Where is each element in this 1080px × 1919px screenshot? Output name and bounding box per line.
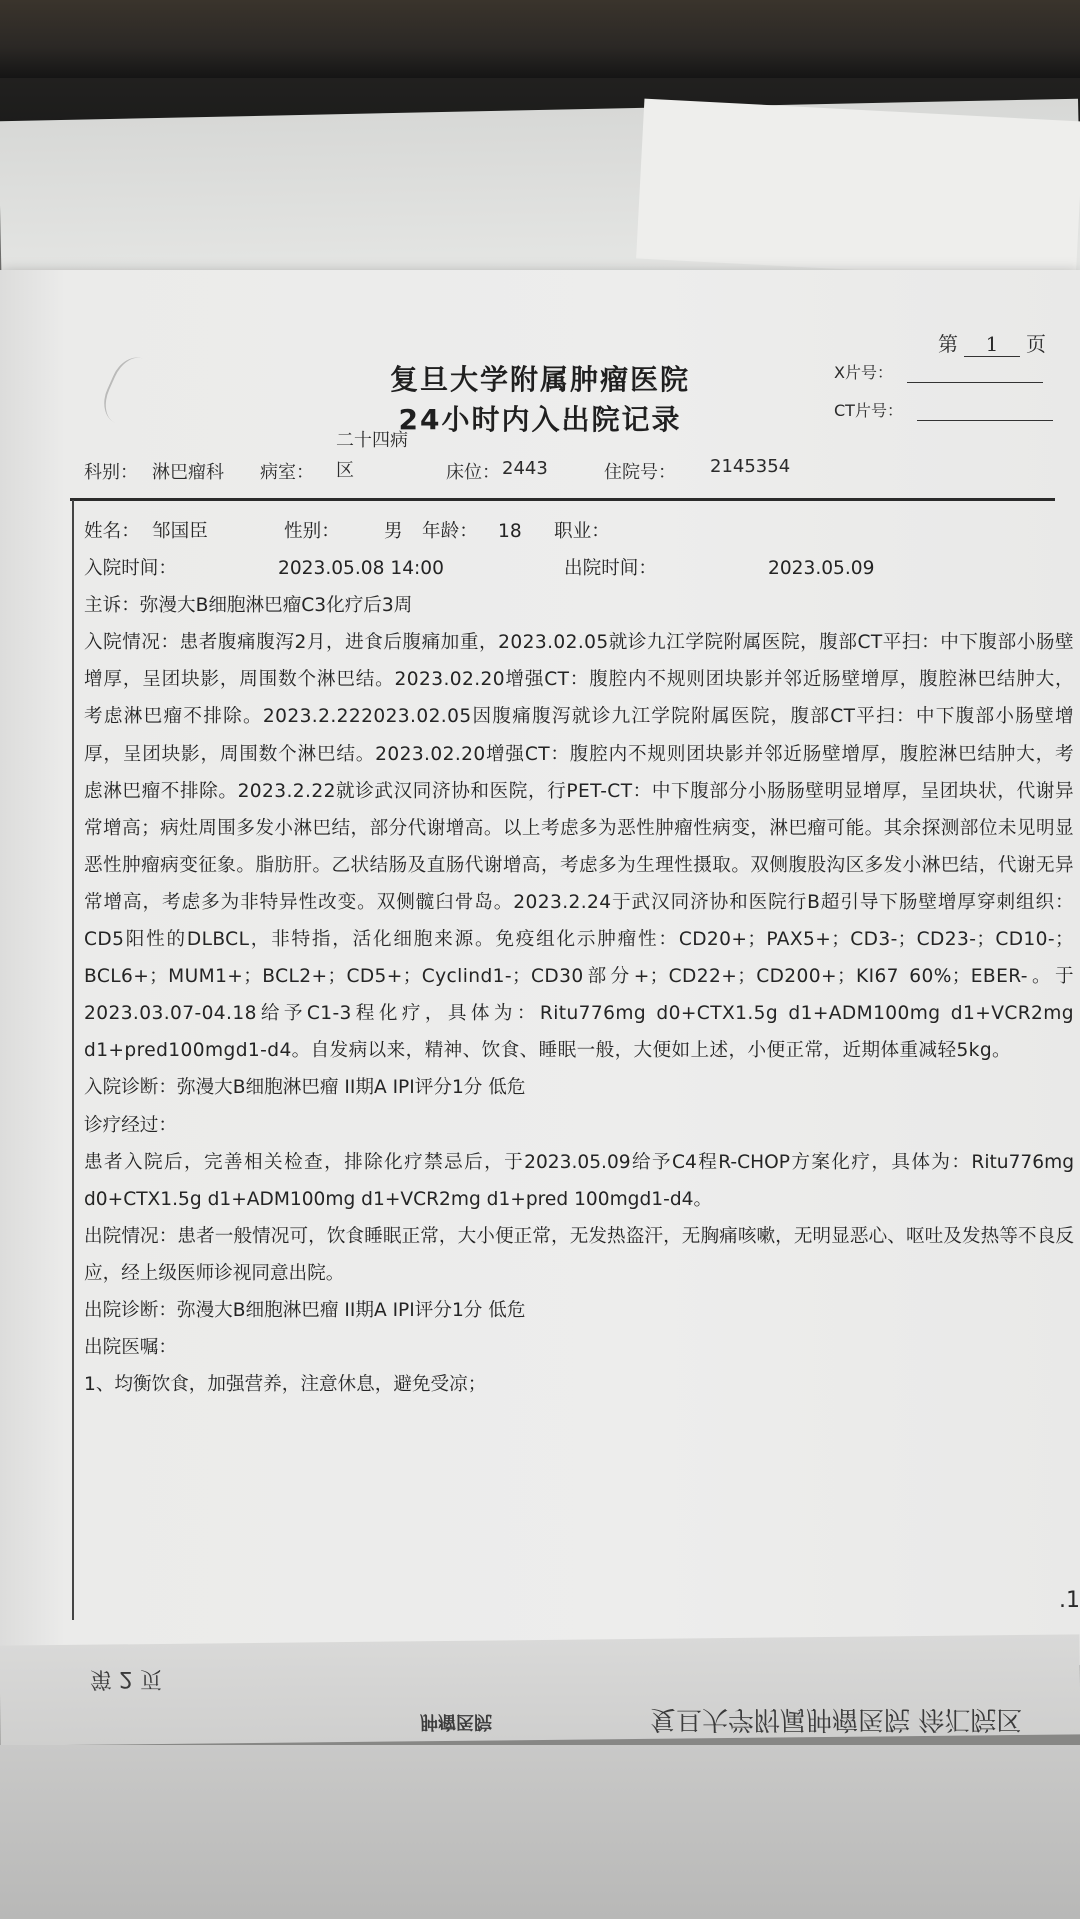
hospital-name: 复旦大学附属肿瘤医院 (389, 363, 690, 396)
admission-no-label: 住院号： (604, 462, 676, 483)
bottom-left-label: 肿瘤医院 (420, 1711, 492, 1732)
discharge-time-value: 2023.05.09 (768, 558, 875, 580)
ct-film-label: CT片号： (834, 401, 903, 420)
name-value: 邹国臣 (152, 521, 208, 542)
ct-film-blank (917, 402, 1053, 421)
admit-time-value: 2023.05.08 14:00 (278, 558, 444, 580)
discharge-status: 出院情况：患者一般情况可，饮食睡眠正常，大小便正常，无发热盗汗，无胸痛咳嗽，无明显恶心、呕吐及发热等不良反应，经上级医师诊视同意出院。 (84, 1225, 1074, 1284)
record-title: 24小时内入出院记录 (398, 403, 682, 436)
dept-value: 淋巴瘤科 (152, 462, 224, 483)
discharge-diagnosis: 出院诊断：弥漫大B细胞淋巴瘤 II期A IPI评分1分 低危 (84, 1299, 526, 1321)
admission-no-value: 2145354 (710, 456, 791, 477)
page-number-value: 1 (964, 332, 1020, 357)
job-label: 职业： (554, 521, 610, 542)
discharge-time-label: 出院时间： (564, 558, 657, 580)
medical-record-page (0, 270, 1080, 1665)
header-divider (70, 498, 1055, 501)
patient-row (84, 513, 1074, 550)
treatment-label: 诊疗经过： (84, 1114, 177, 1136)
next-page-label: 第 2 页 (90, 1666, 162, 1691)
page-number-prefix: 第 (938, 332, 958, 356)
ct-film-number (834, 398, 1053, 421)
background-sheet-2 (636, 99, 1080, 282)
time-row (84, 550, 1074, 587)
admit-time-label: 入院时间： (84, 558, 177, 580)
treatment-course: 患者入院后，完善相关检查，排除化疗禁忌后，于2023.05.09给予C4程R-CHOP方案化疗，具体为：Ritu776mg d0+CTX1.5g d1+ADM100mg d1+VCR2mg d1+pred 100mgd1-d4。 (84, 1151, 1074, 1210)
ward-label: 病室： (260, 462, 314, 483)
corner-mark: .1 (1059, 1588, 1080, 1613)
sex-label: 性别： (284, 521, 340, 542)
discharge-orders-label: 出院医嘱： (84, 1337, 177, 1359)
x-film-blank (907, 364, 1043, 383)
admission-diagnosis: 入院诊断：弥漫大B细胞淋巴瘤 II期A IPI评分1分 低危 (84, 1077, 526, 1099)
discharge-order-1: 1、均衡饮食，加强营养，注意休息，避免受凉； (84, 1374, 487, 1396)
name-label: 姓名： (84, 521, 140, 542)
x-film-label: X片号： (834, 363, 893, 382)
bottom-right-label: 复旦大学附属肿瘤医院 徐汇院区 (650, 1704, 1023, 1734)
bed-label: 床位： (446, 462, 500, 483)
background-box (0, 0, 1080, 78)
chief-complaint: 主诉：弥漫大B细胞淋巴瘤C3化疗后3周 (84, 595, 413, 617)
sex-value: 男 (384, 521, 403, 542)
page-number (938, 328, 1046, 357)
age-label: 年龄： (422, 521, 478, 542)
admission-status: 入院情况：患者腹痛腹泻2月，进食后腹痛加重，2023.02.05就诊九江学院附属医院，腹部CT平扫：中下腹部小肠壁增厚，呈团块影，周围数个淋巴结。2023.02.20增强CT：腹腔内不规则团块影并邻近肠壁增厚，腹腔淋巴结肿大，考虑淋巴瘤不排除。2023.2.222023.02.05因腹痛腹泻就诊九江学院附属医院，腹部CT平扫：中下腹部小肠壁增厚，呈团块影，周围数个淋巴结。2023.02.20增强CT：腹腔内不规则团块影并邻近肠壁增厚，腹腔淋巴结肿大，考虑淋巴瘤不排除。2023.2.22就诊武汉同济协和医院，行PET-CT：中下腹部分小肠肠壁明显增厚，呈团块状，代谢异常增高；病灶周围多发小淋巴结，部分代谢增高。以上考虑多为恶性肿瘤性病变，淋巴瘤可能。其余探测部位未见明显恶性肿瘤病变征象。脂肪肝。乙状结肠及直肠代谢增高，考虑多为生理性摄取。双侧腹股沟区多发小淋巴结，代谢无异常增高，考虑多为非特异性改变。双侧髋臼骨岛。2023.2.24于武汉同济协和医院行B超引导下肠壁增厚穿刺组织：CD5阳性的DLBCL，非特指，活化细胞来源。免疫组化示肿瘤性：CD20+；PAX5+；CD3-；CD23-；CD10-；BCL6+；MUM1+；BCL2+；CD5+；Cyclind1-；CD30部分+；CD22+；CD200+；KI67 60%；EBER-。于2023.03.07-04.18给予C1-3程化疗，具体为：Ritu776mg d0+CTX1.5g d1+ADM100mg d1+VCR2mg d1+pred100mgd1-d4。自发病以来，精神、饮食、睡眠一般，大便如上述，小便正常，近期体重减轻5kg。 (84, 632, 1074, 1062)
left-margin-line (72, 500, 74, 1620)
dept-label: 科别： (84, 462, 138, 483)
record-body (84, 513, 1074, 1403)
x-film-number (834, 360, 1043, 383)
see-through-text (0, 1655, 1080, 1750)
bed-value: 2443 (502, 458, 548, 479)
bottom-paper (0, 1745, 1080, 1919)
ward-value: 二十四病区 (336, 430, 408, 481)
age-value: 18 (498, 521, 522, 542)
page-number-suffix: 页 (1026, 332, 1046, 356)
